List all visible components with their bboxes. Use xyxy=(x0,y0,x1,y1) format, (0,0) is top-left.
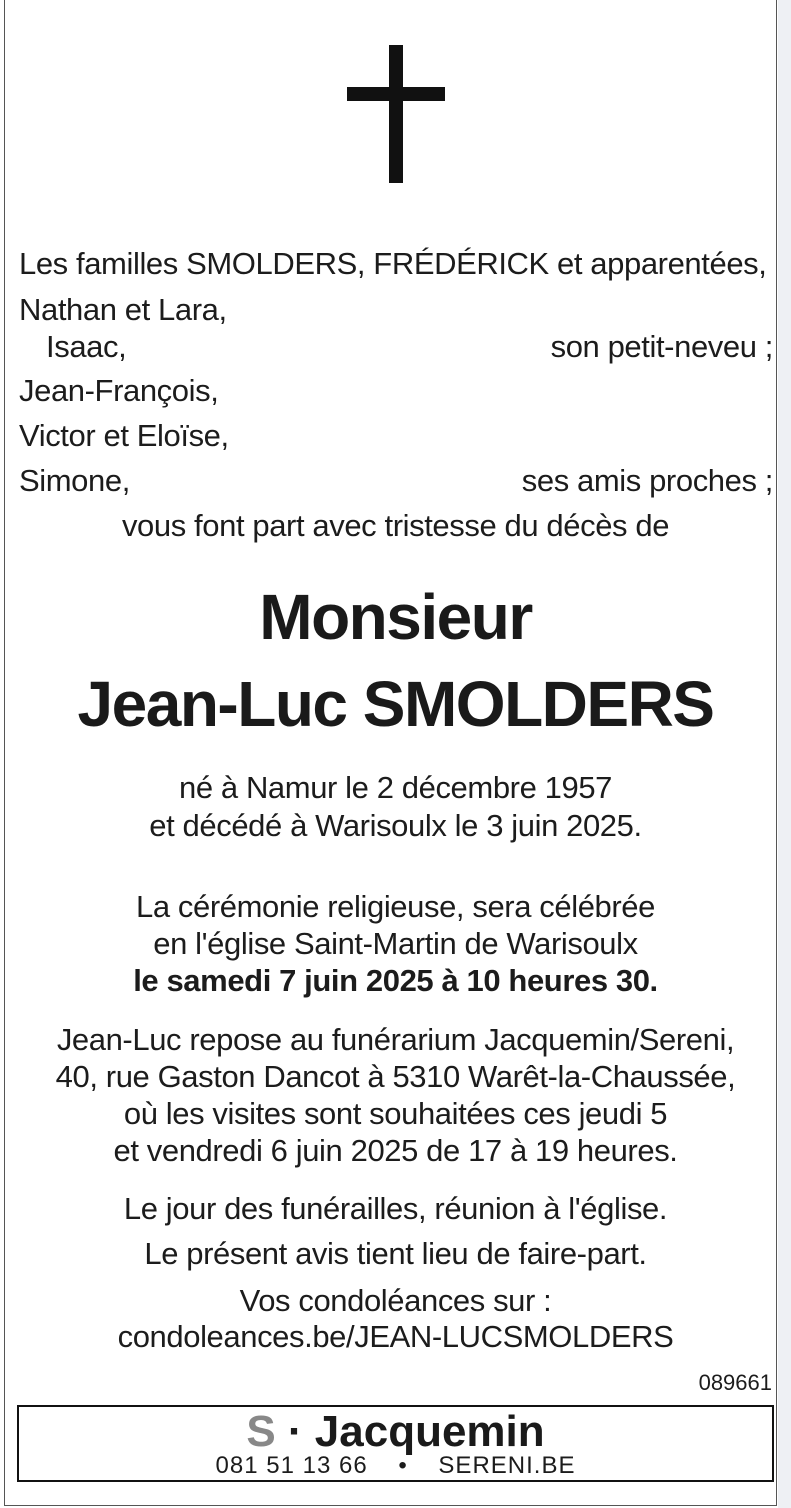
ceremony-line-2: en l'église Saint-Martin de Warisoulx xyxy=(153,926,638,961)
reference-number: 089661 xyxy=(698,1370,772,1395)
closing-line-1: Le jour des funérailles, réunion à l'église. xyxy=(123,1191,668,1226)
page-edge xyxy=(778,0,791,1508)
visits-line-1: Jean-Luc repose au funérarium Jacquemin/Sereni, xyxy=(56,1022,735,1057)
funeral-home-logo-letter: S xyxy=(246,1407,276,1456)
condolences-link[interactable]: condoleances.be/JEAN-LUCSMOLDERS xyxy=(117,1319,674,1354)
visits-line-4: et vendredi 6 juin 2025 de 17 à 19 heures. xyxy=(113,1133,678,1168)
logo-separator: · xyxy=(287,1407,303,1456)
contact-bullet: • xyxy=(398,1452,408,1479)
intro-line-5: Victor et Eloïse, xyxy=(19,418,229,453)
intro-line-6-right: ses amis proches ; xyxy=(521,463,773,498)
funeral-home-phone: 081 51 13 66 xyxy=(215,1452,368,1479)
intro-line-1: Les familles SMOLDERS, FRÉDÉRICK et apparentées, xyxy=(19,246,767,281)
intro-line-4: Jean-François, xyxy=(19,373,219,408)
notice-frame xyxy=(4,0,777,1506)
death-line: et décédé à Warisoulx le 3 juin 2025. xyxy=(149,808,642,843)
intro-line-3-right: son petit-neveu ; xyxy=(550,329,773,364)
visits-line-2: 40, rue Gaston Dancot à 5310 Warêt-la-Chaussée, xyxy=(55,1059,736,1094)
funeral-home-contact xyxy=(19,1453,772,1479)
condolences-label: Vos condoléances sur : xyxy=(239,1283,552,1318)
funeral-home-logo xyxy=(19,1409,772,1455)
closing-line-2: Le présent avis tient lieu de faire-part. xyxy=(144,1236,647,1271)
ceremony-line-1: La cérémonie religieuse, sera célébrée xyxy=(136,889,655,924)
latin-cross-icon xyxy=(347,45,445,183)
birth-line: né à Namur le 2 décembre 1957 xyxy=(179,770,612,805)
intro-line-2: Nathan et Lara, xyxy=(19,292,227,327)
intro-line-6-left: Simone, xyxy=(19,463,130,498)
intro-line-7: vous font part avec tristesse du décès de xyxy=(121,508,670,543)
funeral-home-name: Jacquemin xyxy=(314,1407,545,1456)
intro-line-3-left: Isaac, xyxy=(46,329,127,364)
funeral-home-website[interactable]: SERENI.BE xyxy=(438,1452,576,1479)
deceased-name: Jean-Luc SMOLDERS xyxy=(77,668,714,740)
visits-line-3: où les visites sont souhaitées ces jeudi 5 xyxy=(123,1096,668,1131)
funeral-home-logo-box xyxy=(17,1405,774,1482)
ceremony-date: le samedi 7 juin 2025 à 10 heures 30. xyxy=(133,963,658,998)
deceased-title: Monsieur xyxy=(259,581,532,653)
